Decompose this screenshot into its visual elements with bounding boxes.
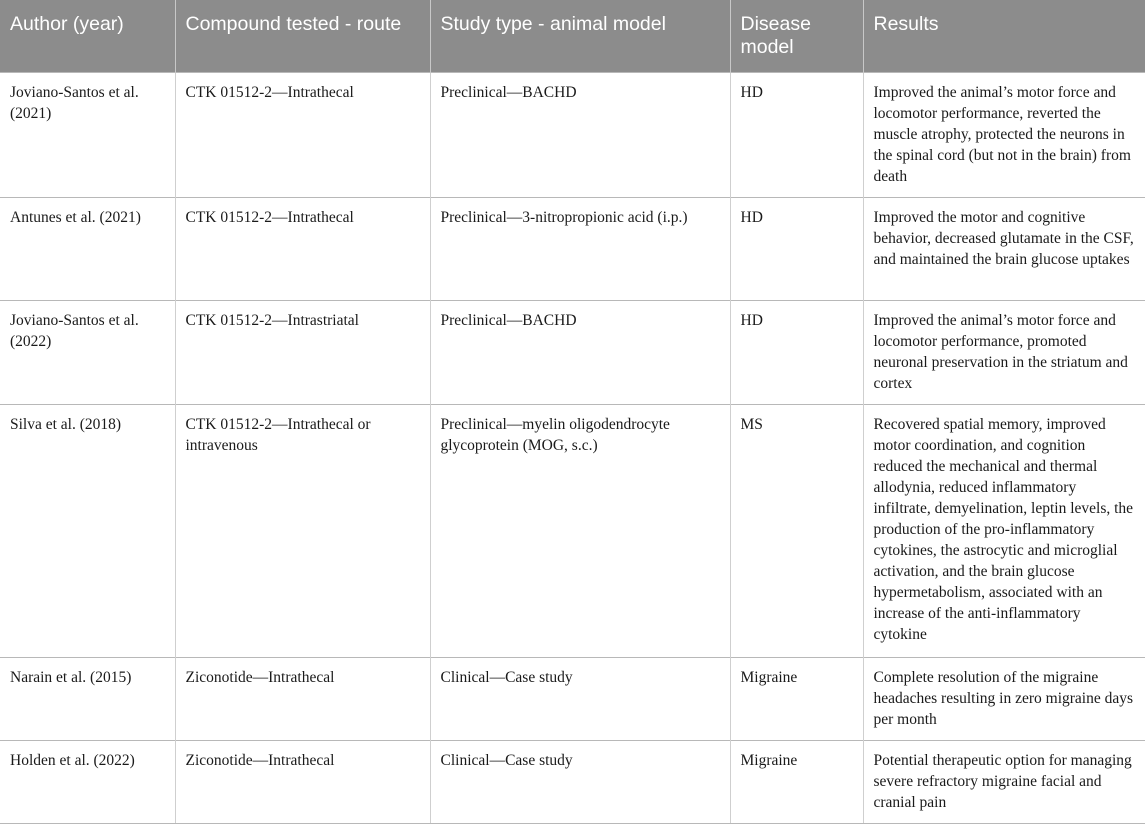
cell-compound: CTK 01512-2—Intrathecal bbox=[175, 198, 430, 301]
table-row bbox=[0, 405, 1145, 658]
cell-author: Silva et al. (2018) bbox=[0, 405, 175, 658]
table-header bbox=[0, 0, 1145, 73]
cell-author: Antunes et al. (2021) bbox=[0, 198, 175, 301]
cell-results: Improved the motor and cognitive behavior, decreased glutamate in the CSF, and maintained the brain glucose uptakes bbox=[863, 198, 1145, 301]
cell-disease: Migraine bbox=[730, 741, 863, 824]
cell-author: Narain et al. (2015) bbox=[0, 658, 175, 741]
cell-study: Preclinical—myelin oligodendrocyte glycoprotein (MOG, s.c.) bbox=[430, 405, 730, 658]
cell-results: Recovered spatial memory, improved motor coordination, and cognition reduced the mechanical and thermal allodynia, reduced inflammatory infiltrate, demyelination, leptin levels, the production of the pro-inflammatory cytokines, the astrocytic and microglial activation, and the brain glucose hypermetabolism, associated with an increase of the anti-inflammatory cytokine bbox=[863, 405, 1145, 658]
cell-study: Preclinical—3-nitropropionic acid (i.p.) bbox=[430, 198, 730, 301]
header-row bbox=[0, 0, 1145, 73]
cell-compound: CTK 01512-2—Intrathecal bbox=[175, 73, 430, 198]
cell-author: Holden et al. (2022) bbox=[0, 741, 175, 824]
table-row bbox=[0, 73, 1145, 198]
table-body bbox=[0, 73, 1145, 824]
cell-study: Preclinical—BACHD bbox=[430, 73, 730, 198]
table-row bbox=[0, 658, 1145, 741]
cell-disease: HD bbox=[730, 301, 863, 405]
cell-compound: Ziconotide—Intrathecal bbox=[175, 658, 430, 741]
header-disease-model: Disease model bbox=[730, 0, 863, 73]
cell-disease: MS bbox=[730, 405, 863, 658]
header-results: Results bbox=[863, 0, 1145, 73]
cell-results: Improved the animal’s motor force and locomotor performance, reverted the muscle atrophy, protected the neurons in the spinal cord (but not in the brain) from death bbox=[863, 73, 1145, 198]
cell-study: Preclinical—BACHD bbox=[430, 301, 730, 405]
cell-disease: Migraine bbox=[730, 658, 863, 741]
cell-study: Clinical—Case study bbox=[430, 658, 730, 741]
table-row bbox=[0, 301, 1145, 405]
header-compound-route: Compound tested - route bbox=[175, 0, 430, 73]
cell-results: Complete resolution of the migraine headaches resulting in zero migraine days per month bbox=[863, 658, 1145, 741]
cell-disease: HD bbox=[730, 73, 863, 198]
cell-results: Improved the animal’s motor force and locomotor performance, promoted neuronal preservation in the striatum and cortex bbox=[863, 301, 1145, 405]
cell-study: Clinical—Case study bbox=[430, 741, 730, 824]
cell-compound: Ziconotide—Intrathecal bbox=[175, 741, 430, 824]
cell-compound: CTK 01512-2—Intrathecal or intravenous bbox=[175, 405, 430, 658]
cell-disease: HD bbox=[730, 198, 863, 301]
header-author-year: Author (year) bbox=[0, 0, 175, 73]
header-study-type: Study type - animal model bbox=[430, 0, 730, 73]
cell-results: Potential therapeutic option for managing severe refractory migraine facial and cranial pain bbox=[863, 741, 1145, 824]
cell-author: Joviano-Santos et al. (2021) bbox=[0, 73, 175, 198]
cell-author: Joviano-Santos et al. (2022) bbox=[0, 301, 175, 405]
table-row bbox=[0, 741, 1145, 824]
table-row bbox=[0, 198, 1145, 301]
cell-compound: CTK 01512-2—Intrastriatal bbox=[175, 301, 430, 405]
